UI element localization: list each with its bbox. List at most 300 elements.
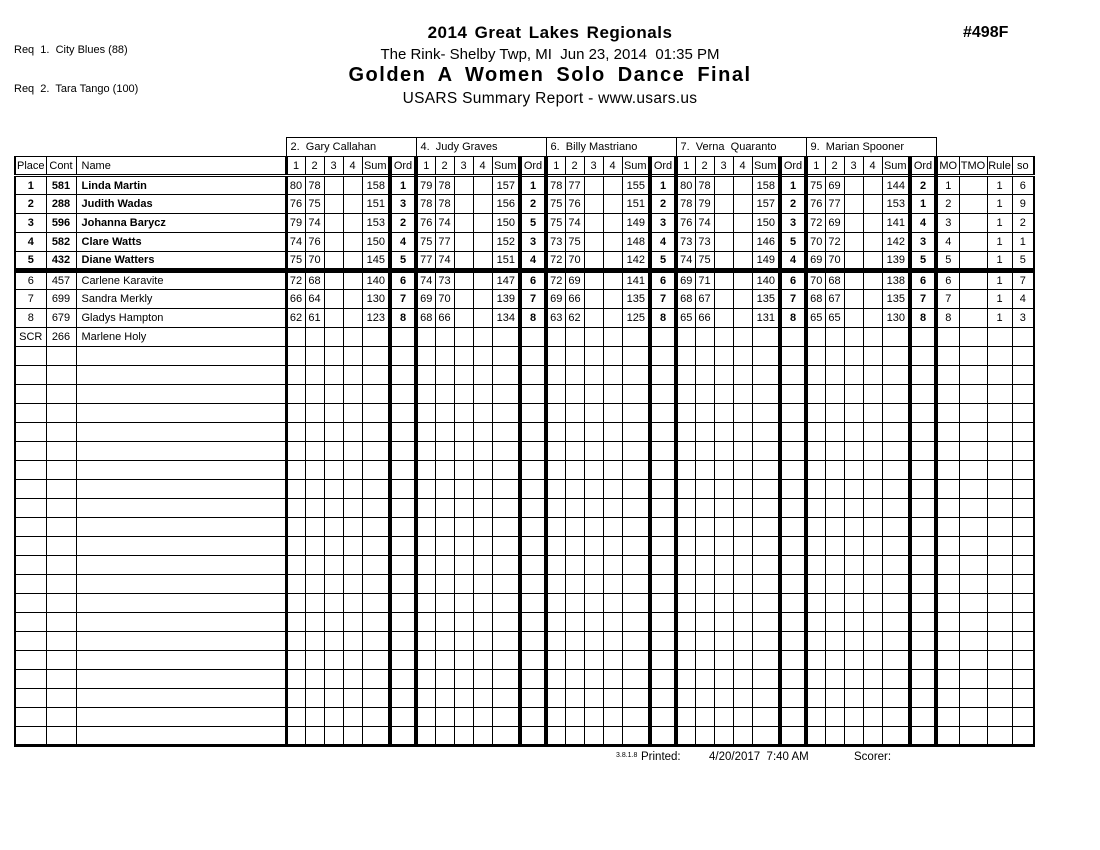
score-cell xyxy=(806,632,825,651)
name-cell xyxy=(76,575,286,594)
score-cell xyxy=(305,423,324,442)
score-cell: 70 xyxy=(806,271,825,290)
score-cell xyxy=(603,404,622,423)
empty-row xyxy=(15,556,1034,575)
score-cell xyxy=(286,499,305,518)
score-cell: 74 xyxy=(305,214,324,233)
ord-cell xyxy=(780,632,806,651)
score-cell xyxy=(324,309,343,328)
score-cell xyxy=(584,328,603,347)
sum-cell xyxy=(492,480,520,499)
name-cell: Clare Watts xyxy=(76,233,286,252)
score-cell: 75 xyxy=(565,233,584,252)
requirement-line-1: Req 1. City Blues (88) xyxy=(14,44,128,56)
sum-cell xyxy=(752,575,780,594)
empty-row xyxy=(15,670,1034,689)
score-cell xyxy=(695,575,714,594)
score-cell xyxy=(714,271,733,290)
score-cell xyxy=(863,176,882,195)
score-cell xyxy=(473,575,492,594)
score-cell xyxy=(676,461,695,480)
ord-cell xyxy=(650,670,676,689)
ord-cell xyxy=(910,404,936,423)
score-cell xyxy=(844,366,863,385)
mo-cell xyxy=(936,404,959,423)
tmo-cell xyxy=(959,575,987,594)
tmo-cell xyxy=(959,423,987,442)
score-cell xyxy=(584,708,603,727)
score-cell: 66 xyxy=(565,290,584,309)
score-cell xyxy=(343,176,362,195)
score-cell xyxy=(714,613,733,632)
so-cell xyxy=(1012,727,1034,746)
score4-column-header: 4 xyxy=(733,157,752,176)
sum-cell xyxy=(622,537,650,556)
sum-cell: 151 xyxy=(492,252,520,271)
name-cell xyxy=(76,461,286,480)
so-cell xyxy=(1012,423,1034,442)
ord-cell xyxy=(780,366,806,385)
ord-cell xyxy=(780,347,806,366)
sum-cell xyxy=(362,328,390,347)
score-cell xyxy=(305,442,324,461)
ord-cell xyxy=(520,461,546,480)
score-cell xyxy=(343,461,362,480)
score-cell xyxy=(435,442,454,461)
score-cell xyxy=(473,423,492,442)
ord-cell xyxy=(910,670,936,689)
sum-cell xyxy=(362,423,390,442)
score-cell xyxy=(286,670,305,689)
score-cell xyxy=(473,347,492,366)
place-cell: SCR xyxy=(15,328,46,347)
score-cell xyxy=(305,518,324,537)
score-cell xyxy=(454,366,473,385)
sum-cell xyxy=(882,651,910,670)
score-cell xyxy=(454,594,473,613)
ord-cell xyxy=(650,708,676,727)
score-cell xyxy=(863,556,882,575)
ord-cell: 2 xyxy=(780,195,806,214)
score-cell xyxy=(603,366,622,385)
ord-cell xyxy=(650,404,676,423)
score-cell xyxy=(584,423,603,442)
score-cell xyxy=(324,632,343,651)
ord-cell xyxy=(780,613,806,632)
score-cell xyxy=(603,176,622,195)
ord-cell xyxy=(390,442,416,461)
ord-cell: 7 xyxy=(780,290,806,309)
mo-cell xyxy=(936,499,959,518)
score-cell xyxy=(584,670,603,689)
score-cell xyxy=(676,727,695,746)
score-cell xyxy=(733,556,752,575)
score-cell xyxy=(863,385,882,404)
score-cell xyxy=(806,461,825,480)
score-cell: 69 xyxy=(825,214,844,233)
ord-cell: 3 xyxy=(520,233,546,252)
score-cell xyxy=(473,385,492,404)
ord-cell xyxy=(650,613,676,632)
rule-cell xyxy=(987,442,1012,461)
score-cell xyxy=(435,594,454,613)
sum-cell: 142 xyxy=(622,252,650,271)
score-cell xyxy=(473,271,492,290)
ord-cell: 5 xyxy=(650,252,676,271)
score-cell xyxy=(863,252,882,271)
score-cell: 62 xyxy=(565,309,584,328)
score-cell xyxy=(565,651,584,670)
so-cell xyxy=(1012,385,1034,404)
ord-cell xyxy=(520,537,546,556)
score-cell: 78 xyxy=(695,176,714,195)
so-cell: 9 xyxy=(1012,195,1034,214)
event-title: 2014 Great Lakes Regionals xyxy=(427,23,673,42)
ord-cell xyxy=(520,366,546,385)
score-cell xyxy=(695,594,714,613)
score1-column-header: 1 xyxy=(806,157,825,176)
score4-column-header: 4 xyxy=(343,157,362,176)
score-cell xyxy=(454,404,473,423)
score-cell xyxy=(695,366,714,385)
ord-cell xyxy=(910,575,936,594)
score-cell xyxy=(546,575,565,594)
score-cell xyxy=(863,594,882,613)
score-cell xyxy=(676,347,695,366)
score-cell xyxy=(584,252,603,271)
name-cell: Sandra Merkly xyxy=(76,290,286,309)
score-cell xyxy=(863,689,882,708)
sum-cell: 155 xyxy=(622,176,650,195)
score-cell xyxy=(863,214,882,233)
score-cell: 70 xyxy=(435,290,454,309)
score-cell xyxy=(714,651,733,670)
score-cell xyxy=(825,404,844,423)
score-cell xyxy=(714,442,733,461)
mo-cell xyxy=(936,537,959,556)
score-cell xyxy=(546,461,565,480)
score-cell xyxy=(416,708,435,727)
ord-cell xyxy=(780,651,806,670)
score-cell xyxy=(324,575,343,594)
score-cell xyxy=(343,537,362,556)
so-cell xyxy=(1012,651,1034,670)
empty-row xyxy=(15,689,1034,708)
score-cell xyxy=(584,290,603,309)
sum-cell: 123 xyxy=(362,309,390,328)
mo-cell xyxy=(936,594,959,613)
ord-cell xyxy=(520,518,546,537)
score-cell xyxy=(733,404,752,423)
score-cell xyxy=(454,385,473,404)
score-cell: 78 xyxy=(546,176,565,195)
score-cell xyxy=(473,632,492,651)
sum-column-header: Sum xyxy=(622,157,650,176)
cont-cell xyxy=(46,613,76,632)
score-cell: 69 xyxy=(416,290,435,309)
ord-cell xyxy=(910,328,936,347)
cont-cell xyxy=(46,708,76,727)
so-cell xyxy=(1012,632,1034,651)
score-cell xyxy=(416,575,435,594)
name-cell xyxy=(76,632,286,651)
score-cell xyxy=(473,708,492,727)
sum-cell xyxy=(622,385,650,404)
ord-cell xyxy=(520,689,546,708)
sum-cell xyxy=(752,708,780,727)
ord-cell: 8 xyxy=(390,309,416,328)
ord-cell: 4 xyxy=(390,233,416,252)
score-cell xyxy=(603,537,622,556)
score-cell xyxy=(806,347,825,366)
judge-name-header: 2. Gary Callahan xyxy=(286,138,416,157)
score-cell xyxy=(603,252,622,271)
name-cell xyxy=(76,594,286,613)
score-cell: 74 xyxy=(676,252,695,271)
rule-cell: 1 xyxy=(987,290,1012,309)
score-cell xyxy=(676,689,695,708)
score-cell xyxy=(676,366,695,385)
score-cell xyxy=(733,366,752,385)
tmo-cell xyxy=(959,271,987,290)
software-version: 3.8.1.8 xyxy=(616,752,638,759)
name-cell xyxy=(76,651,286,670)
score-cell xyxy=(806,366,825,385)
place-cell xyxy=(15,347,46,366)
ord-cell: 7 xyxy=(390,290,416,309)
sum-cell xyxy=(622,404,650,423)
tmo-cell xyxy=(959,651,987,670)
score-cell: 69 xyxy=(565,271,584,290)
ord-cell: 6 xyxy=(650,271,676,290)
score-cell xyxy=(286,480,305,499)
score-cell xyxy=(286,613,305,632)
mo-cell xyxy=(936,727,959,746)
sum-cell: 146 xyxy=(752,233,780,252)
score-cell xyxy=(714,176,733,195)
score-cell xyxy=(416,594,435,613)
ord-cell xyxy=(650,423,676,442)
score-cell xyxy=(676,575,695,594)
score-cell: 61 xyxy=(305,309,324,328)
event-name-title: Golden A Women Solo Dance Final xyxy=(348,64,752,86)
rule-cell xyxy=(987,461,1012,480)
sum-cell: 149 xyxy=(752,252,780,271)
score-cell xyxy=(844,689,863,708)
mo-cell: 4 xyxy=(936,233,959,252)
result-row xyxy=(15,214,1034,233)
score-cell xyxy=(714,499,733,518)
ord-cell xyxy=(910,689,936,708)
score-cell xyxy=(695,670,714,689)
score4-column-header: 4 xyxy=(603,157,622,176)
score-cell xyxy=(825,537,844,556)
score-cell xyxy=(565,328,584,347)
score-cell xyxy=(565,442,584,461)
sum-cell xyxy=(752,461,780,480)
score-cell xyxy=(844,328,863,347)
score-cell xyxy=(416,632,435,651)
rule-cell xyxy=(987,575,1012,594)
mo-cell xyxy=(936,708,959,727)
table-head xyxy=(15,138,1034,176)
score-cell: 74 xyxy=(695,214,714,233)
rule-cell xyxy=(987,632,1012,651)
score-cell xyxy=(714,347,733,366)
sum-cell xyxy=(622,708,650,727)
score-cell xyxy=(733,461,752,480)
score-cell xyxy=(546,328,565,347)
mo-cell xyxy=(936,328,959,347)
sum-cell xyxy=(362,556,390,575)
score-cell xyxy=(473,727,492,746)
empty-row xyxy=(15,423,1034,442)
score-cell xyxy=(676,385,695,404)
results-table-container xyxy=(14,137,1035,747)
score-cell: 79 xyxy=(695,195,714,214)
sum-cell: 153 xyxy=(362,214,390,233)
sum-cell xyxy=(882,442,910,461)
score3-column-header: 3 xyxy=(714,157,733,176)
score-cell xyxy=(733,651,752,670)
ord-cell xyxy=(520,404,546,423)
score-cell xyxy=(603,290,622,309)
sum-cell xyxy=(752,670,780,689)
score-cell xyxy=(454,176,473,195)
sum-cell xyxy=(882,613,910,632)
sum-cell xyxy=(492,328,520,347)
rule-cell xyxy=(987,366,1012,385)
score-cell xyxy=(416,556,435,575)
ord-cell xyxy=(390,499,416,518)
score-cell xyxy=(435,537,454,556)
ord-cell xyxy=(910,727,936,746)
score-cell xyxy=(416,537,435,556)
score-cell xyxy=(416,518,435,537)
score-cell xyxy=(546,537,565,556)
score4-column-header: 4 xyxy=(473,157,492,176)
ord-cell xyxy=(390,461,416,480)
empty-row xyxy=(15,480,1034,499)
sum-cell xyxy=(882,480,910,499)
score-cell: 68 xyxy=(806,290,825,309)
sum-cell xyxy=(622,632,650,651)
score-cell xyxy=(714,214,733,233)
score-cell xyxy=(863,328,882,347)
score-cell xyxy=(454,613,473,632)
score-cell xyxy=(324,290,343,309)
score-cell xyxy=(473,689,492,708)
ord-cell xyxy=(650,632,676,651)
score-cell xyxy=(454,651,473,670)
sum-cell xyxy=(492,518,520,537)
sum-cell: 151 xyxy=(362,195,390,214)
score-cell xyxy=(825,594,844,613)
score-cell xyxy=(565,613,584,632)
sum-cell xyxy=(752,518,780,537)
sum-cell: 138 xyxy=(882,271,910,290)
sum-cell xyxy=(362,480,390,499)
score-cell: 75 xyxy=(806,176,825,195)
sum-cell xyxy=(882,594,910,613)
sum-cell xyxy=(362,518,390,537)
score-cell xyxy=(565,480,584,499)
ord-cell xyxy=(520,594,546,613)
score-cell xyxy=(324,556,343,575)
score-cell xyxy=(454,537,473,556)
ord-column-header: Ord xyxy=(780,157,806,176)
ord-cell xyxy=(910,632,936,651)
score-cell: 74 xyxy=(416,271,435,290)
score-cell xyxy=(863,404,882,423)
score-cell xyxy=(565,385,584,404)
score2-column-header: 2 xyxy=(565,157,584,176)
sum-cell xyxy=(492,651,520,670)
sum-cell: 140 xyxy=(752,271,780,290)
score-cell xyxy=(473,499,492,518)
score-cell xyxy=(844,727,863,746)
score-cell xyxy=(546,651,565,670)
sum-cell: 152 xyxy=(492,233,520,252)
score-cell xyxy=(844,442,863,461)
ord-cell xyxy=(390,328,416,347)
score-cell xyxy=(806,651,825,670)
score-cell xyxy=(454,689,473,708)
mo-cell xyxy=(936,423,959,442)
score-cell xyxy=(695,328,714,347)
score-cell: 65 xyxy=(825,309,844,328)
sum-cell xyxy=(882,537,910,556)
mo-cell xyxy=(936,651,959,670)
score-cell xyxy=(343,290,362,309)
empty-row xyxy=(15,442,1034,461)
ord-cell: 3 xyxy=(390,195,416,214)
empty-row xyxy=(15,708,1034,727)
cont-cell: 581 xyxy=(46,176,76,195)
score-cell: 76 xyxy=(565,195,584,214)
sum-cell: 135 xyxy=(622,290,650,309)
score1-column-header: 1 xyxy=(546,157,565,176)
score-cell xyxy=(473,233,492,252)
score-cell: 69 xyxy=(546,290,565,309)
mo-cell xyxy=(936,442,959,461)
score-cell xyxy=(844,290,863,309)
cont-cell: 432 xyxy=(46,252,76,271)
score-cell xyxy=(324,423,343,442)
ord-cell xyxy=(780,670,806,689)
sum-cell xyxy=(752,613,780,632)
score-cell xyxy=(863,651,882,670)
score-cell xyxy=(324,689,343,708)
score-cell xyxy=(695,689,714,708)
score-cell xyxy=(695,442,714,461)
score-cell: 75 xyxy=(546,195,565,214)
tmo-cell xyxy=(959,328,987,347)
ord-cell xyxy=(520,613,546,632)
score-cell xyxy=(416,689,435,708)
name-cell xyxy=(76,708,286,727)
so-cell xyxy=(1012,594,1034,613)
score-cell: 70 xyxy=(305,252,324,271)
score-cell xyxy=(695,727,714,746)
score-cell xyxy=(473,176,492,195)
sum-cell xyxy=(492,347,520,366)
ord-cell: 4 xyxy=(910,214,936,233)
so-cell xyxy=(1012,518,1034,537)
score-cell xyxy=(565,556,584,575)
tmo-cell xyxy=(959,366,987,385)
score-cell xyxy=(806,442,825,461)
